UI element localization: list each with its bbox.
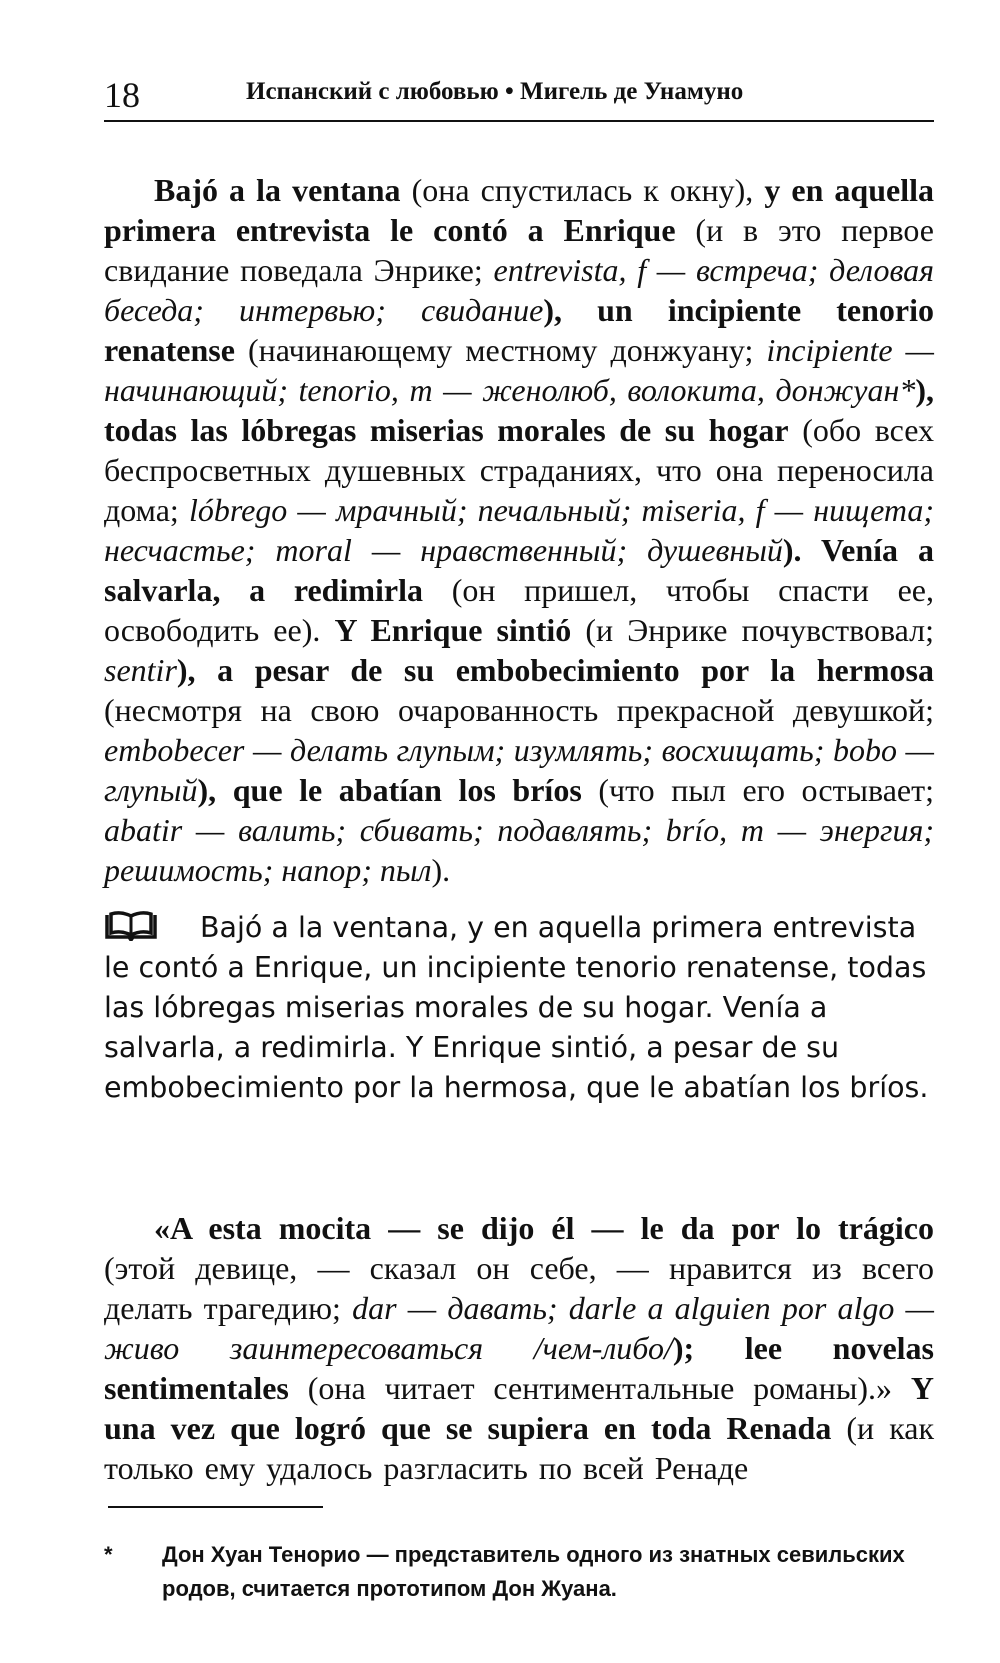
footnote-marker: * — [104, 1542, 113, 1567]
reading-text: Bajó a la ventana, y en aquella primera entrevista le contó a Enrique, un incipiente tenorio renatense, todas las lóbregas miserias morales de su hogar. Venía a salvarla, a redimirla. Y Enrique sintió, a pesar de su embobecimiento por la hermosa, que le abatían los bríos. — [104, 911, 929, 1104]
page-header — [104, 72, 934, 122]
vocabulary-note: incipiente — начинающий; tenorio, m — женолюб, волокита, донжуан* — [104, 332, 935, 408]
spanish-phrase: «A esta mocita — se dijo él — le da por lo trágico — [154, 1210, 934, 1246]
translation: (он пришел, чтобы спасти ее, освободить ее). — [104, 572, 935, 648]
translation: (и как только ему удалось разгласить по всей Ренаде — [104, 1410, 935, 1486]
spanish-phrase: Venía a salvarla, a redimirla — [104, 532, 935, 608]
punctuation: ), — [543, 292, 598, 328]
spanish-phrase: Y una vez que logró que se supiera en toda Renada — [104, 1370, 934, 1446]
translation: (обо всех беспросветных душевных страданиях, что она переносила дома; — [104, 412, 935, 528]
spanish-phrase: todas las lóbregas miserias morales de su hogar — [104, 412, 789, 448]
spanish-phrase: a pesar de su embobecimiento por la hermosa — [217, 652, 935, 688]
plain-reading-paragraph — [104, 908, 934, 1108]
translation: (что пыл его остывает; — [581, 772, 935, 808]
vocabulary-note: lóbrego — мрачный; печальный; miseria, f — нищета; несчастье; moral — нравственный; душевный — [104, 492, 935, 568]
spanish-phrase: Y Enrique sintió — [334, 612, 572, 648]
spanish-phrase: que le abatían los bríos — [232, 772, 582, 808]
footnote-divider — [108, 1506, 323, 1508]
translation: (несмотря на свою очарованность прекрасной девушкой; — [104, 692, 934, 728]
punctuation: ); — [672, 1330, 745, 1366]
translation: (начинающему местному донжуану; — [234, 332, 767, 368]
translation: (она спустилась к окну), — [400, 172, 765, 208]
spanish-phrase: Bajó a la ventana — [154, 172, 401, 208]
punctuation: ). — [782, 532, 821, 568]
vocabulary-note: entrevista, f — встреча; деловая беседа; интервью; свидание — [104, 252, 935, 328]
footnote-line-1: Дон Хуан Тенорио — представитель одного из знатных севильских — [162, 1542, 905, 1567]
punctuation: ), — [915, 372, 934, 408]
vocabulary-note: dar — давать; darle a alguien por algo — живо заинтересоваться /чем-либо/ — [104, 1290, 935, 1366]
footnote — [104, 1538, 934, 1606]
spanish-phrase: lee novelas sentimentales — [104, 1330, 934, 1406]
translation: (она читает сентиментальные романы).» — [288, 1370, 911, 1406]
vocabulary-note: embobecer — делать глупым; изумлять; восхищать; bobo — глупый — [104, 732, 934, 808]
translation: (этой девице, — сказал он себе, — нравится из всего делать трагедию; — [104, 1250, 934, 1326]
punctuation: ), — [197, 772, 233, 808]
punctuation: ). — [431, 852, 451, 888]
vocabulary-note: sentir — [104, 652, 177, 688]
annotated-paragraph-1 — [104, 170, 934, 890]
open-book-icon — [104, 911, 158, 941]
spanish-phrase: un incipiente tenorio renatense — [104, 292, 934, 368]
footnote-line-2: родов, считается прототипом Дон Жуана. — [162, 1576, 617, 1601]
running-title: Испанский с любовью • Мигель де Унамуно — [246, 78, 744, 105]
translation: (и в это первое свидание поведала Энрике; — [104, 212, 935, 288]
translation: (и Энрике почувствовал; — [571, 612, 935, 648]
vocabulary-note: abatir — валить; сбивать; подавлять; brío, m — энергия; решимость; напор; пыл — [104, 812, 934, 888]
spanish-phrase: y en aquella primera entrevista le contó a Enrique — [104, 172, 935, 248]
page-number: 18 — [104, 75, 140, 115]
annotated-paragraph-2 — [104, 1208, 934, 1488]
punctuation: ), — [176, 652, 218, 688]
